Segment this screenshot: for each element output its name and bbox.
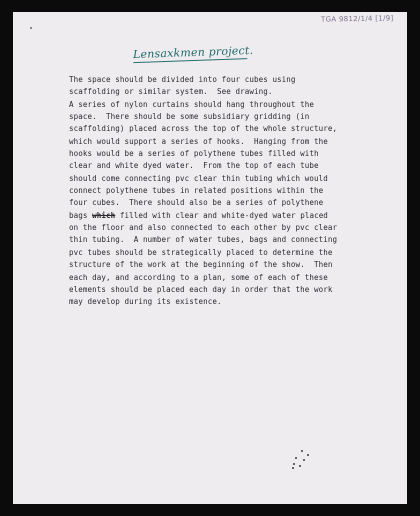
text-line-with-strikeout — [69, 210, 399, 222]
struck-line-before: bags — [69, 210, 93, 220]
text-line: pvc tubes should be strategically placed to determine the — [69, 247, 333, 257]
handwritten-heading: Lensaxkmen project. — [132, 43, 254, 62]
text-line: each day, and according to a plan, some of each of these — [69, 272, 328, 282]
archive-reference: TGA 9812/1/4 [1/9] — [320, 14, 394, 24]
text-line: connect polythene tubes in related positions within the — [69, 186, 324, 196]
text-line: may develop during its existence. — [69, 297, 222, 307]
text-line: four cubes. There should also be a series of polythene — [69, 198, 324, 208]
text-line: on the floor and also connected to each other by pvc clear — [69, 223, 338, 233]
text-line: The space should be divided into four cubes using — [69, 75, 296, 84]
text-line: which would support a series of hooks. Hanging from the — [69, 136, 328, 146]
struck-word: which — [92, 210, 116, 220]
struck-line-after: filled with clear and white-dyed water placed — [115, 210, 328, 220]
text-line: scaffolding) placed across the top of the whole structure, — [69, 124, 338, 134]
text-line: elements should be placed each day in order that the work — [69, 284, 333, 294]
text-line: hooks would be a series of polythene tubes filled with — [69, 149, 319, 159]
text-line: structure of the work at the beginning of the show. Then — [69, 260, 333, 270]
text-line: scaffolding or similar system. See drawing. — [69, 87, 273, 97]
text-line: thin tubing. A number of water tubes, bags and connecting — [69, 235, 338, 245]
text-line: clear and white dyed water. From the top of each tube — [69, 161, 319, 171]
text-line: should come connecting pvc clear thin tubing which would — [69, 173, 328, 183]
typed-body — [69, 74, 399, 309]
text-line: A series of nylon curtains should hang throughout the — [69, 99, 315, 109]
ink-specks — [291, 450, 313, 470]
pencil-mark — [30, 27, 32, 29]
text-line: space. There should be some subsidiary gridding (in — [69, 112, 310, 122]
document-page — [13, 12, 407, 504]
